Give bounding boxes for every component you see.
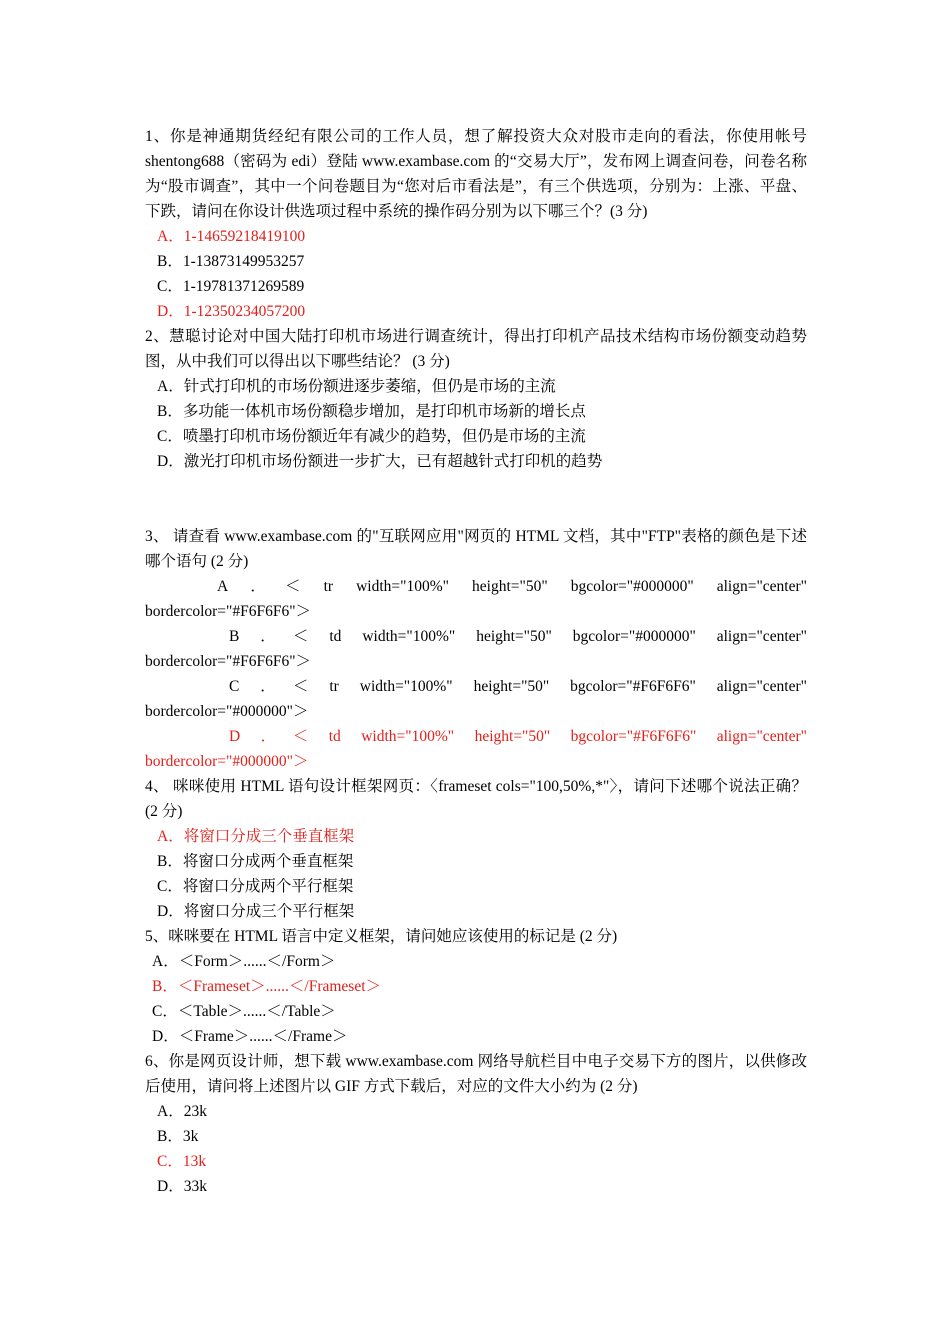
question-1-option-c: C．1-19781371269589 — [157, 278, 305, 295]
question-3-option-d-line2: bordercolor="#000000"＞ — [145, 753, 309, 770]
blank-space — [145, 474, 807, 524]
question-3-option-c-line1: C ．＜ tr width="100%" height="50" bgcolor="#F6F6F6" align="center" — [229, 678, 807, 695]
question-1-option-d: D．1-12350234057200 — [157, 303, 306, 320]
question-6-option-a: A．23k — [157, 1103, 207, 1120]
question-4-option-a: A．将窗口分成三个垂直框架 — [157, 828, 355, 845]
question-1-text: 1、你是神通期货经纪有限公司的工作人员，想了解投资大众对股市走向的看法，你使用帐号 shentong688（密码为 edi）登陆 www.exambase.com 的“交易大厅”，发布网上调查问卷，问卷名称为“股市调查”，其中一个问卷题目为“您对后市看法是”，有三个供选项，分别为：上涨、平盘、下跌，请问在你设计供选项过程中系统的操作码分别为以下哪三个？(3 分) — [145, 128, 807, 220]
question-4-option-b: B．将窗口分成两个垂直框架 — [157, 853, 354, 870]
question-4-text: 4、 咪咪使用 HTML 语句设计框架网页：〈frameset cols="100,50%,*"〉，请问下述哪个说法正确？ (2 分) — [145, 778, 807, 820]
question-3-option-a-line1: A ．＜ tr width="100%" height="50" bgcolor="#000000" align="center" — [217, 578, 807, 595]
question-4-option-c: C．将窗口分成两个平行框架 — [157, 878, 354, 895]
question-6-text: 6、你是网页设计师，想下载 www.exambase.com 网络导航栏目中电子交易下方的图片，以供修改后使用，请问将上述图片以 GIF 方式下载后，对应的文件大小约为 (2 分) — [145, 1053, 807, 1095]
question-2-option-c: C．喷墨打印机市场份额近年有减少的趋势，但仍是市场的主流 — [157, 428, 586, 445]
question-3-option-b-line2: bordercolor="#F6F6F6"＞ — [145, 653, 312, 670]
question-3-text: 3、 请查看 www.exambase.com 的"互联网应用"网页的 HTML 文档，其中"FTP"表格的颜色是下述哪个语句 (2 分) — [145, 528, 807, 570]
question-2-option-b: B．多功能一体机市场份额稳步增加，是打印机市场新的增长点 — [157, 403, 586, 420]
question-2-text: 2、慧聪讨论对中国大陆打印机市场进行调查统计，得出打印机产品技术结构市场份额变动趋势图，从中我们可以得出以下哪些结论？ (3 分) — [145, 328, 807, 370]
question-2-option-a: A．针式打印机的市场份额进逐步萎缩，但仍是市场的主流 — [157, 378, 556, 395]
question-3-option-a-line2: bordercolor="#F6F6F6"＞ — [145, 603, 312, 620]
question-5-option-b: B．＜Frameset＞......＜/Frameset＞ — [152, 978, 382, 995]
question-6-option-c: C．13k — [157, 1153, 207, 1170]
document-page — [145, 124, 807, 1199]
question-5-option-d: D．＜Frame＞......＜/Frame＞ — [152, 1028, 348, 1045]
question-3-option-d-line1: D ．＜ td width="100%" height="50" bgcolor="#F6F6F6" align="center" — [229, 728, 807, 745]
question-6-option-d: D．33k — [157, 1178, 207, 1195]
question-1-option-a: A．1-14659218419100 — [157, 228, 306, 245]
question-5-text: 5、咪咪要在 HTML 语言中定义框架，请问她应该使用的标记是 (2 分) — [145, 928, 618, 945]
question-3-option-c-line2: bordercolor="#000000"＞ — [145, 703, 309, 720]
question-6-option-b: B．3k — [157, 1128, 199, 1145]
question-2-option-d: D．激光打印机市场份额进一步扩大，已有超越针式打印机的趋势 — [157, 453, 603, 470]
question-3-option-b-line1: B ．＜ td width="100%" height="50" bgcolor="#000000" align="center" — [229, 628, 807, 645]
question-1-option-b: B．1-13873149953257 — [157, 253, 305, 270]
question-4-option-d: D．将窗口分成三个平行框架 — [157, 903, 355, 920]
question-5-option-c: C．＜Table＞......＜/Table＞ — [152, 1003, 336, 1020]
question-5-option-a: A．＜Form＞......＜/Form＞ — [152, 953, 336, 970]
